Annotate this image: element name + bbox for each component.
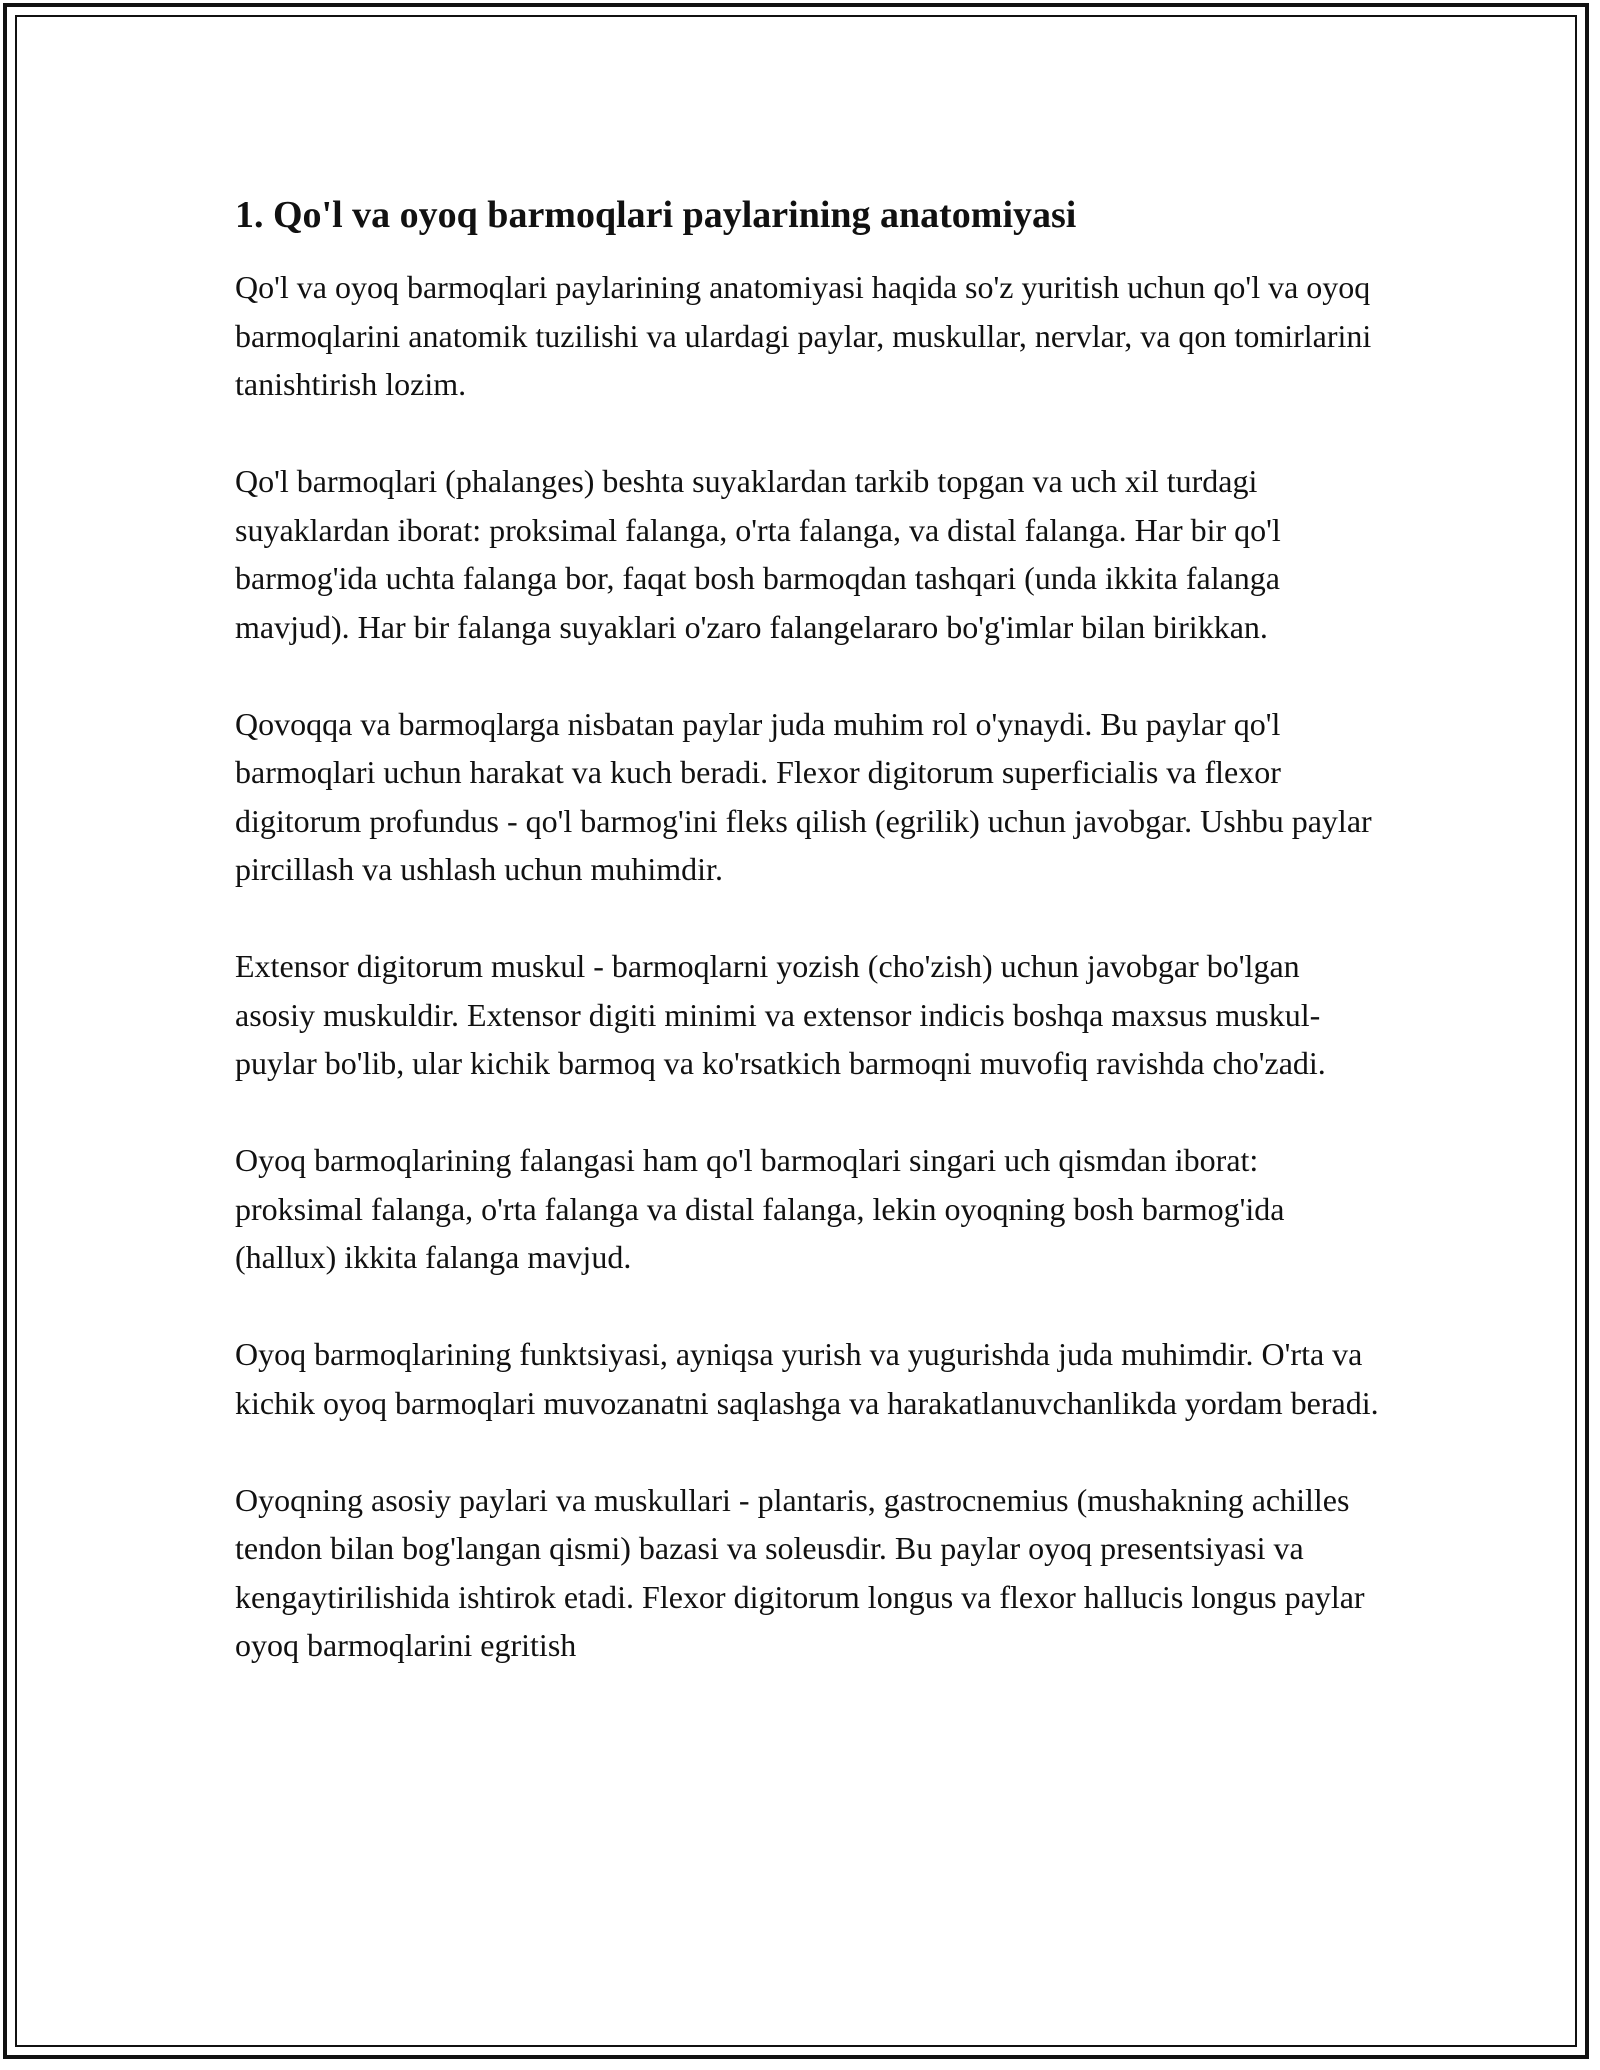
paragraph-toe-function: Oyoq barmoqlarining funktsiyasi, ayniqsa yurish va yugurishda juda muhimdir. O'rta va kichik oyoq barmoqlari muvozanatni saqlashga va harakatlanuvchanlikda yordam beradi. [235, 1336, 1379, 1421]
paragraph-extensor-muscles: Extensor digitorum muskul - barmoqlarni yozish (cho'zish) uchun javobgar bo'lgan asosiy muskuldir. Extensor digiti minimi va extensor indicis boshqa maxsus muskul-puylar bo'lib, ular kichik barmoq va ko'rsatkich barmoqni muvofiq ravishda cho'zadi. [235, 948, 1326, 1081]
paragraph-hand-phalanges: Qo'l barmoqlari (phalanges) beshta suyaklardan tarkib topgan va uch xil turdagi suyaklardan iborat: proksimal falanga, o'rta falanga, va distal falanga. Har bir qo'l barmog'ida uchta falanga bor, faqat bosh barmoqdan tashqari (unda ikkita falanga mavjud). Har bir falanga suyaklari o'zaro falangelararo bo'g'imlar bilan birikkan. [235, 463, 1281, 645]
document-body [235, 185, 1385, 1718]
paragraph-foot-muscles: Oyoqning asosiy paylari va muskullari - plantaris, gastrocnemius (mushakning achilles tendon bilan bog'langan qismi) bazasi va soleusdir. Bu paylar oyoq presentsiyasi va kengaytirilishida ishtirok etadi. Flexor digitorum longus va flexor hallucis longus paylar oyoq barmoqlarini egritish [235, 1481, 1365, 1663]
paragraph-flexor-tendons: Qovoqqa va barmoqlarga nisbatan paylar juda muhim rol o'ynaydi. Bu paylar qo'l barmoqlari uchun harakat va kuch beradi. Flexor digitorum superficialis va flexor digitorum profundus - qo'l barmog'ini fleks qilish (egrilik) uchun javobgar. Ushbu paylar pircillash va ushlash uchun muhimdir. [235, 705, 1372, 887]
paragraph-foot-phalanges: Oyoq barmoqlarining falangasi ham qo'l barmoqlari singari uch qismdan iborat: proksimal falanga, o'rta falanga va distal falanga, lekin oyoqning bosh barmog'ida (hallux) ikkita falanga mavjud. [235, 1142, 1285, 1275]
paragraph-intro: Qo'l va oyoq barmoqlari paylarining anatomiyasi haqida so'z yuritish uchun qo'l va oyoq barmoqlarini anatomik tuzilishi va ulardagi paylar, muskullar, nervlar, va qon tomirlarini tanishtirish lozim. [235, 269, 1372, 402]
page-title: 1. Qo'l va oyoq barmoqlari paylarining anatomiyasi [235, 194, 1077, 236]
